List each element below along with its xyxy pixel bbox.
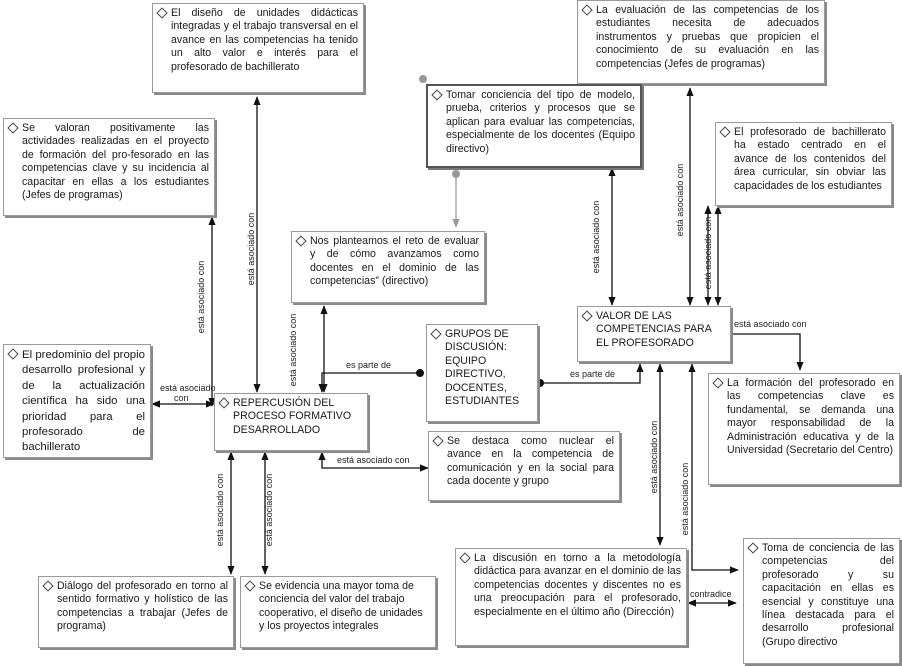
node-text: Se valoran positivamente las actividades realizadas en el proyecto de formación del pro-fesorado en las competencias clave y su incidencia al capacitar en ellas a los estudiantes (Jefes de programas) <box>22 122 209 202</box>
node-predominio[interactable] <box>3 344 151 458</box>
node-formacion[interactable] <box>708 373 900 485</box>
node-text: Nos planteamos el reto de evaluar y de cómo avanzamos como docentes en el dominio de las competencias” (directivo) <box>310 235 479 288</box>
tomar-bottom-dot <box>452 170 460 178</box>
diamond-icon <box>459 552 470 563</box>
label-centrado-valor: está asociado con <box>703 216 713 290</box>
label-valor-discusion: está asociado con <box>649 420 659 494</box>
node-repercusion[interactable] <box>214 393 368 451</box>
diamond-icon <box>712 377 723 388</box>
label-disenio-repercusion: está asociado con <box>246 212 256 286</box>
label-repercusion-dialogo: está asociado con <box>215 473 225 547</box>
node-text: La discusión en torno a la metodología didáctica para avanzar en el dominio de las competencias docentes y discentes no es una preocupación para el profesorado, especialmente en el último año (Dirección) <box>474 552 681 618</box>
label-valoran-repercusion: está asociado con <box>196 260 206 334</box>
label-evaluacion-valor: está asociado con <box>675 163 685 237</box>
link-grupos-repercusion <box>322 373 420 392</box>
label-repercusion-evidencia: está asociado con <box>264 473 274 547</box>
label-reto-repercusion: está asociado con <box>288 313 298 387</box>
label-predominio-a: está asociado <box>160 383 216 393</box>
node-text: Se destaca como nuclear el avance en la competencia de comunicación y en la social para cada docente y grupo <box>447 435 614 488</box>
grupos-left-dot <box>416 369 424 377</box>
node-text: VALOR DE LAS COMPETENCIAS PARA EL PROFESORADO <box>596 310 712 349</box>
node-valoran[interactable] <box>3 118 215 216</box>
diamond-icon <box>7 122 18 133</box>
node-text: Se evidencia una mayor toma de conciencia del valor del trabajo cooperativo, el diseño de unidades y los proyectos integrales <box>259 580 423 633</box>
node-text: El profesorado de bachillerato ha estado centrado en el avance de los contenidos del área curricular, sin obviar las capacidades de los estudiantes <box>734 126 886 192</box>
diamond-icon <box>432 435 443 446</box>
node-text: Diálogo del profesorado en torno al sentido formativo y holístico de las competencias a trabajar (Jefes de programa) <box>57 580 228 633</box>
node-text: El predominio del propio desarrollo profesional y de la actualización científica ha sido una prioridad para el profesorado de bachillerato <box>22 349 145 454</box>
link-valor-formacion <box>730 334 800 370</box>
diamond-icon <box>156 7 167 18</box>
diamond-icon <box>747 542 758 553</box>
node-disenio[interactable] <box>152 3 364 93</box>
node-text: Toma de conciencia de las competencias del profesorado y su capacitación en ellas es esencial y constituye una línea destacada para el desarrollo profesional (Grupo directivo <box>762 542 894 648</box>
node-toma[interactable] <box>743 538 900 664</box>
node-text: Tomar conciencia del tipo de modelo, prueba, criterios y procesos que se aplican para evaluar las competencias, especialmente de los docentes (Equipo directivo) <box>446 89 635 155</box>
label-grupos-valor: es parte de <box>570 369 616 379</box>
node-nuclear[interactable] <box>428 431 620 501</box>
diamond-icon <box>218 397 229 408</box>
label-discusion-toma: contradice <box>690 589 732 599</box>
node-dialogo[interactable] <box>38 576 234 648</box>
diamond-icon <box>430 328 441 339</box>
node-text: GRUPOS DE DISCUSIÓN: EQUIPO DIRECTIVO, DOCENTES, ESTUDIANTES <box>445 328 520 408</box>
node-reto[interactable] <box>291 231 485 303</box>
diamond-icon <box>581 4 592 15</box>
node-text: REPERCUSIÓN DEL PROCESO FORMATIVO DESARROLLADO <box>233 397 352 436</box>
node-text: El diseño de unidades didácticas integradas y el trabajo transversal en el avance en las competencias ha tenido un alto valor e interés para el profesorado de bachillerato <box>171 7 358 73</box>
node-tomar[interactable] <box>426 84 642 168</box>
diamond-icon <box>42 580 53 591</box>
diamond-icon <box>295 235 306 246</box>
node-discusion[interactable] <box>455 548 687 646</box>
node-grupos[interactable] <box>426 324 538 422</box>
node-text: La formación del profesorado en las competencias clave es fundamental, se demanda una mayor responsabilidad de la Administración educativa y de la Universidad (Secretario del Centro) <box>727 377 894 457</box>
node-valor[interactable] <box>577 306 731 362</box>
label-repercusion-nuclear: está asociado con <box>337 455 410 465</box>
node-text: La evaluación de las competencias de los estudiantes necesita de adecuados instrumentos y pruebas que propicien el conocimiento de su evaluación en las competencias (Jefes de programas) <box>596 4 819 70</box>
label-valor-formacion: está asociado con <box>734 319 807 329</box>
node-evaluacion[interactable] <box>577 0 825 84</box>
label-valor-toma: está asociado con <box>680 462 690 536</box>
label-predominio-b: con <box>174 393 189 403</box>
node-centrado[interactable] <box>715 122 892 206</box>
diamond-icon <box>719 126 730 137</box>
label-grupos-repercusion: es parte de <box>346 360 392 370</box>
diamond-icon <box>581 310 592 321</box>
diamond-icon <box>244 580 255 591</box>
label-tomar-valor: está asociado con <box>591 200 601 274</box>
node-evidencia[interactable] <box>240 576 436 648</box>
diamond-icon <box>7 348 18 359</box>
diamond-icon <box>431 89 442 100</box>
tomar-top-dot <box>419 75 427 83</box>
